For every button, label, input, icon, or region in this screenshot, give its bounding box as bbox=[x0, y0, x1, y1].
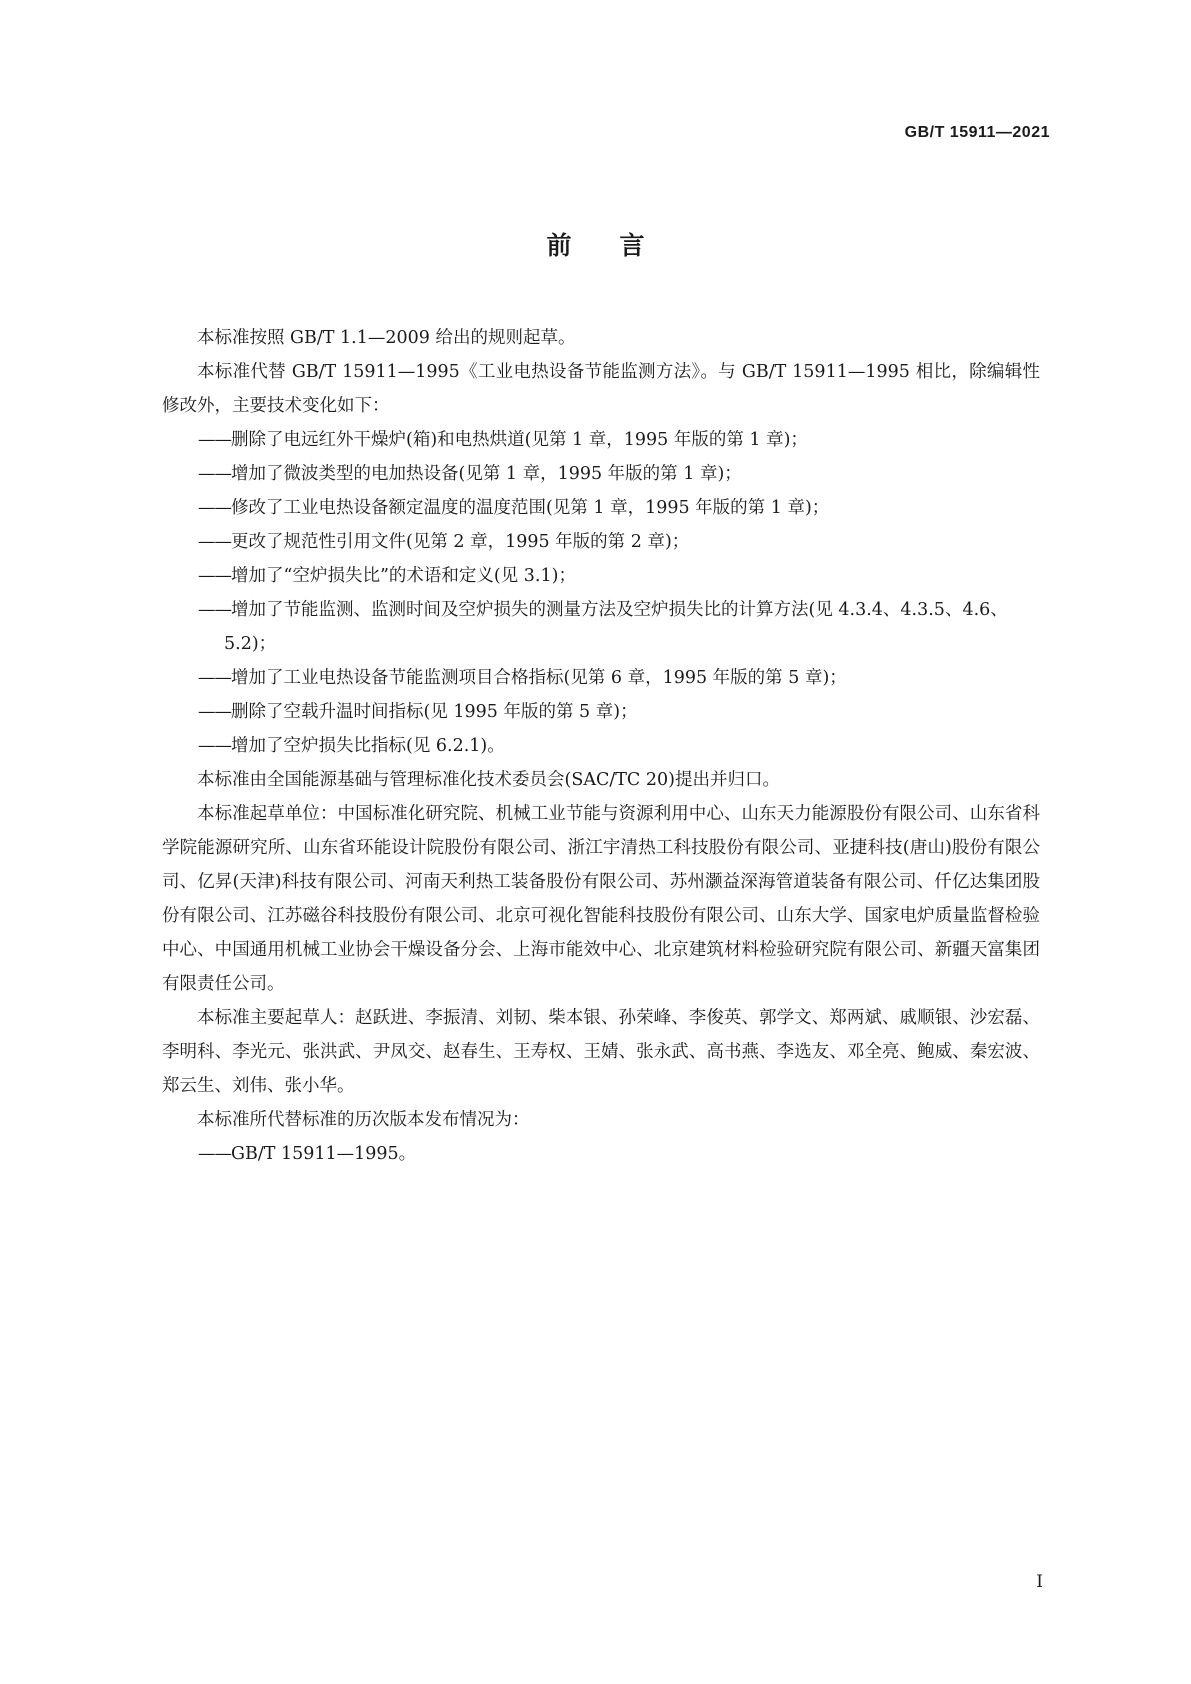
change-text: 修改了工业电热设备额定温度的温度范围(见第 1 章，1995 年版的第 1 章)； bbox=[231, 498, 830, 518]
list-dash: —— bbox=[198, 532, 231, 552]
list-item bbox=[162, 695, 1040, 729]
intro-paragraph: 本标准代替 GB/T 15911—1995《工业电热设备节能监测方法》。与 GB/T 15911—1995 相比，除编辑性修改外，主要技术变化如下： bbox=[162, 362, 1040, 416]
history-text: GB/T 15911—1995。 bbox=[231, 1144, 417, 1164]
list-dash: —— bbox=[198, 464, 231, 484]
list-item bbox=[162, 729, 1040, 763]
responsible-committee-paragraph: 本标准由全国能源基础与管理标准化技术委员会(SAC/TC 20)提出并归口。 bbox=[197, 770, 780, 790]
history-list bbox=[162, 1137, 1040, 1171]
list-dash: —— bbox=[198, 498, 231, 518]
change-text: 增加了微波类型的电加热设备(见第 1 章，1995 年版的第 1 章)； bbox=[231, 464, 742, 484]
change-text: 更改了规范性引用文件(见第 2 章，1995 年版的第 2 章)； bbox=[231, 532, 690, 552]
change-text: 增加了工业电热设备节能监测项目合格指标(见第 6 章，1995 年版的第 5 章)； bbox=[231, 668, 847, 688]
standard-number-header: GB/T 15911—2021 bbox=[904, 124, 1050, 141]
drafters-paragraph: 本标准主要起草人：赵跃进、李振清、刘韧、柴本银、孙荣峰、李俊英、郭学文、郑两斌、戚顺银、沙宏磊、李明科、李光元、张洪武、尹凤交、赵春生、王寿权、王婧、张永武、高书燕、李选友、邓全亮、鲍威、秦宏波、郑云生、刘伟、张小华。 bbox=[162, 1008, 1040, 1096]
change-text: 增加了空炉损失比指标(见 6.2.1)。 bbox=[231, 736, 505, 756]
list-dash: —— bbox=[198, 430, 231, 450]
change-text: 增加了节能监测、监测时间及空炉损失的测量方法及空炉损失比的计算方法(见 4.3.4、4.3.5、4.6、5.2)； bbox=[224, 600, 1008, 654]
drafting-units-paragraph: 本标准起草单位：中国标准化研究院、机械工业节能与资源利用中心、山东天力能源股份有限公司、山东省科学院能源研究所、山东省环能设计院股份有限公司、浙江宇清热工科技股份有限公司、亚捷科技(唐山)股份有限公司、亿昇(天津)科技有限公司、河南天利热工装备股份有限公司、苏州灏益深海管道装备有限公司、仟亿达集团股份有限公司、江苏磁谷科技股份有限公司、北京可视化智能科技股份有限公司、山东大学、国家电炉质量监督检验中心、中国通用机械工业协会干燥设备分会、上海市能效中心、北京建筑材料检验研究院有限公司、新疆天富集团有限责任公司。 bbox=[162, 804, 1040, 994]
foreword-body bbox=[162, 321, 1040, 1171]
list-dash: —— bbox=[198, 702, 231, 722]
technical-changes-list bbox=[162, 423, 1040, 763]
change-text: 删除了空载升温时间指标(见 1995 年版的第 5 章)； bbox=[231, 702, 638, 722]
list-item bbox=[162, 525, 1040, 559]
change-text: 删除了电远红外干燥炉(箱)和电热烘道(见第 1 章，1995 年版的第 1 章)； bbox=[231, 430, 808, 450]
page-number: I bbox=[1036, 1572, 1043, 1592]
list-item bbox=[162, 457, 1040, 491]
list-item bbox=[162, 491, 1040, 525]
intro-paragraph: 本标准按照 GB/T 1.1—2009 给出的规则起草。 bbox=[197, 328, 576, 348]
list-item bbox=[162, 423, 1040, 457]
list-dash: —— bbox=[198, 736, 231, 756]
list-dash: —— bbox=[198, 600, 231, 620]
change-text: 增加了“空炉损失比”的术语和定义(见 3.1)； bbox=[231, 566, 576, 586]
page-title: 前言 bbox=[546, 231, 693, 260]
list-item bbox=[162, 661, 1040, 695]
history-intro-paragraph: 本标准所代替标准的历次版本发布情况为： bbox=[197, 1110, 530, 1130]
list-item bbox=[162, 1137, 1040, 1171]
list-item bbox=[162, 559, 1040, 593]
list-dash: —— bbox=[198, 1144, 231, 1164]
list-item bbox=[162, 593, 1040, 661]
list-dash: —— bbox=[198, 566, 231, 586]
list-dash: —— bbox=[198, 668, 231, 688]
